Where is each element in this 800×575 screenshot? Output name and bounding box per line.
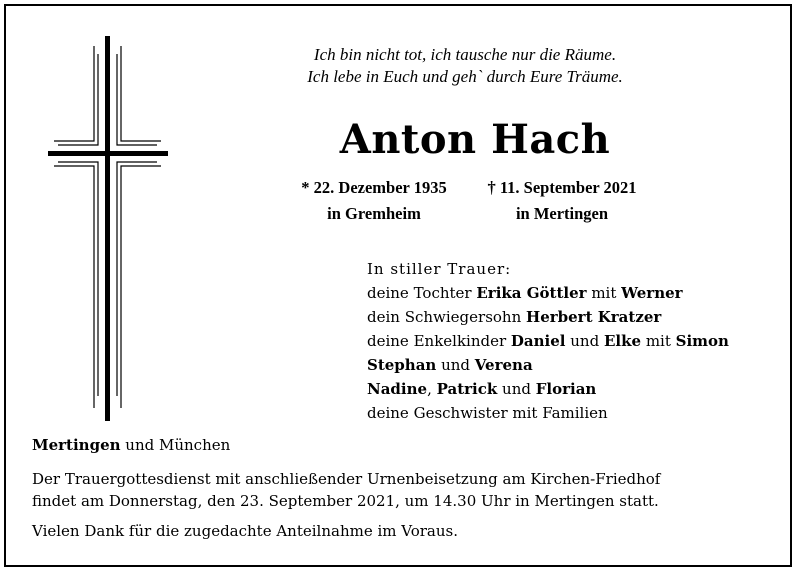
thanks-note: Vielen Dank für die zugedachte Anteilnahme im Voraus. [32, 522, 458, 540]
mourner-name: Verena [474, 356, 533, 374]
mourner-name: Stephan [367, 356, 437, 374]
mourner-name: Herbert Kratzer [526, 308, 662, 326]
mourner-name: Erika Göttler [476, 284, 587, 302]
mourner-text: und [565, 332, 604, 350]
place-town: Mertingen [32, 436, 121, 454]
verse [250, 44, 680, 88]
mourner-text: deine Tochter [367, 284, 477, 302]
mourner-text: deine Geschwister mit Familien [367, 404, 608, 422]
mourner-text: mit [586, 284, 622, 302]
mourner-text: und [436, 356, 475, 374]
place-line [32, 433, 230, 457]
mourner-line [367, 329, 777, 353]
mourner-name: Elke [603, 332, 642, 350]
place-rest: und München [120, 436, 231, 454]
mourner-line [367, 305, 777, 329]
mourner-text: und [497, 380, 536, 398]
mourner-text: mit [641, 332, 676, 350]
mourner-text: deine Enkelkinder [367, 332, 511, 350]
birth-date: * 22. Dezember 1935 [301, 178, 447, 197]
cross-icon [44, 36, 174, 426]
mourner-name: Werner [621, 284, 683, 302]
mourner-line [367, 401, 777, 425]
mourner-name: Simon [675, 332, 729, 350]
mourner-text: , [427, 380, 437, 398]
death-info [473, 175, 651, 227]
mourner-name: Nadine [367, 380, 428, 398]
mourners-intro: In stiller Trauer: [367, 260, 512, 278]
verse-line: Ich lebe in Euch und geh` durch Eure Träume. [307, 67, 623, 86]
birth-info [285, 175, 463, 227]
service-line: Der Trauergottesdienst mit anschließender Urnenbeisetzung am Kirchen-Friedhof [32, 470, 661, 488]
mourner-name: Daniel [510, 332, 566, 350]
verse-line: Ich bin nicht tot, ich tausche nur die Räume. [313, 45, 617, 64]
mourner-line [367, 281, 777, 305]
mourners-list [367, 257, 777, 425]
service-line: findet am Donnerstag, den 23. September 2021, um 14.30 Uhr in Mertingen statt. [32, 492, 659, 510]
mourner-name: Florian [535, 380, 597, 398]
birth-place: in Gremheim [327, 204, 421, 223]
deceased-name: Anton Hach [339, 116, 611, 163]
mourner-line [367, 377, 777, 401]
death-date: † 11. September 2021 [487, 178, 637, 197]
mourner-name: Patrick [436, 380, 498, 398]
mourner-text: dein Schwiegersohn [367, 308, 527, 326]
mourner-line [367, 353, 777, 377]
service-announcement [32, 468, 772, 512]
death-place: in Mertingen [515, 204, 609, 223]
